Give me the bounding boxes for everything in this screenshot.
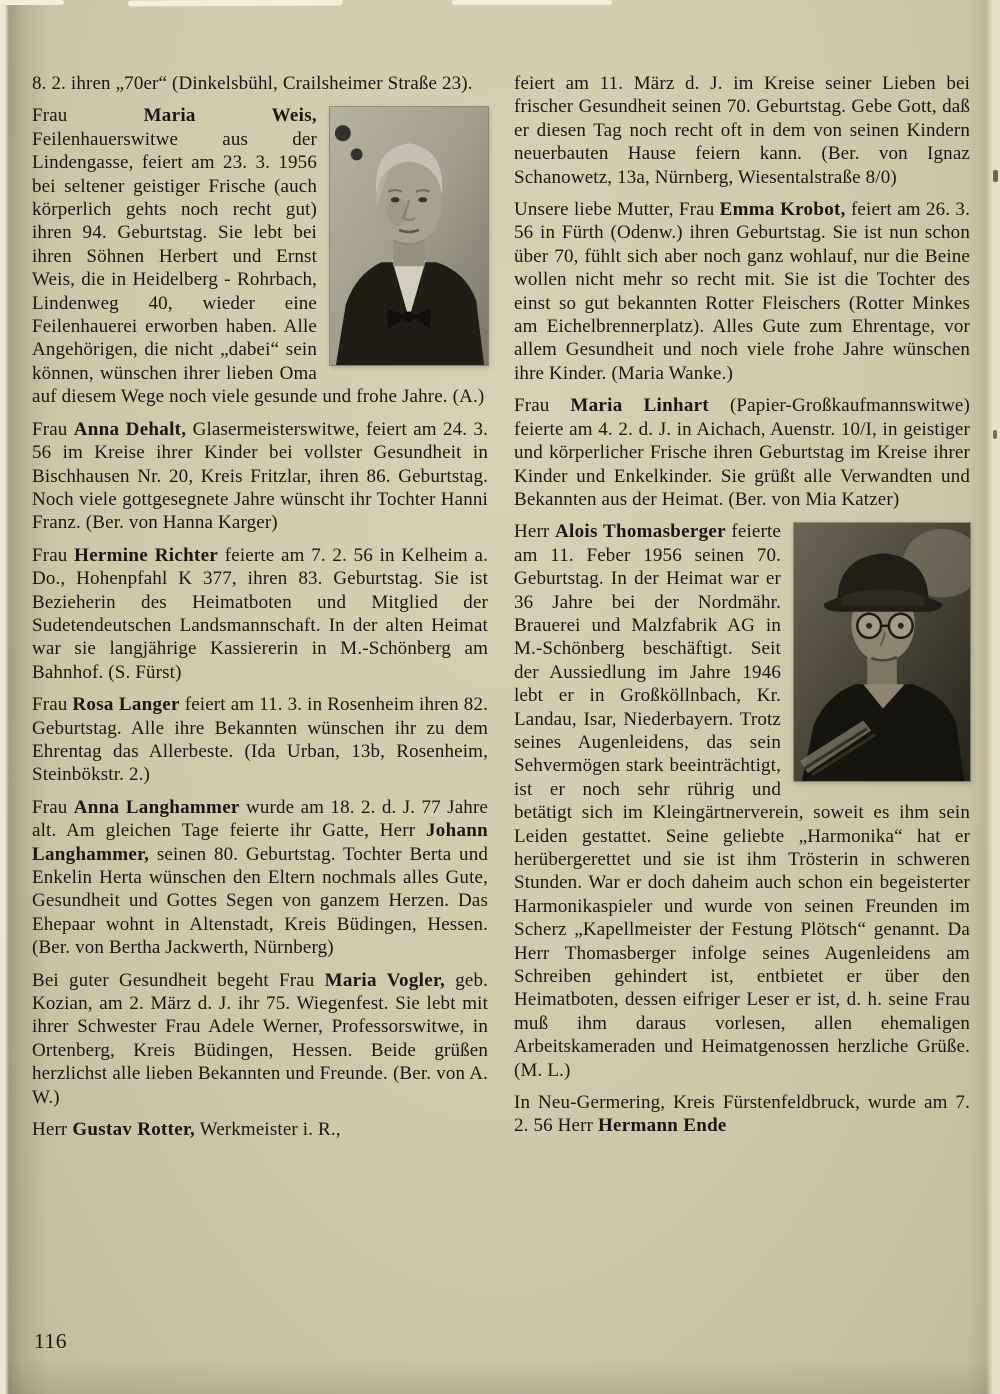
entry-langhammer — [32, 796, 488, 960]
entry-text — [32, 797, 488, 958]
text-run: Frau — [32, 796, 74, 818]
entry-maria-weis — [32, 104, 488, 408]
entry-text — [514, 395, 970, 510]
text-run: Herr — [514, 521, 555, 543]
entry-anna-dehalt — [32, 418, 488, 535]
entry-text — [32, 73, 473, 94]
text-run: feiert am 11. 3. in Rosenheim ihren 82. Geburtstag. Alle ihre Bekannten wünschen ihr zu dem Ehrentag das Allerbeste. (Ida Urban, 13b, Rosenheim, Steinbökstr. 2.) — [32, 694, 488, 786]
text-run: (Papier-Großkaufmannswitwe) feierte am 4. 2. d. J. in Aichach, Auenstr. 10/I, in geistiger und körperlicher Frische ihren Geburtstag im Kreise ihrer Kinder und Enkelkinder. Sie grüßt alle Verwandten und Bekannten aus der Heimat. (Ber. von Mia Katzer) — [514, 395, 970, 510]
text-run: feierte am 11. Feber 1956 seinen 70. Geburtstag. In der Heimat war er 36 Jahre bei der Nordmähr. Brauerei und Malzfabrik AG in M.-Schönberg beschäftigt. Seit der Aussiedlung im Jahre 1946 lebt er in Großköllnbach, Kr. Landau, Isar, Niederbayern. Trotz seines Augenleidens, das sein Sehvermögen stark beeinträchtigt, ist er noch sehr rührig und betätigt sich im Kleingärtnerverein, soweit es ihm sein Leiden gestattet. Seine geliebte „Harmonika“ hat er herübergerettet und sie ist ihm Trösterin in schweren Stunden. War er doch daheim auch schon ein begeisterter Harmonikaspieler und wurde von seinen Freunden im Scherz „Kapellmeister der Festung Plötsch“ genannt. Da Herr Thomasberger infolge seines Augenleidens am Schreiben gehindert ist, entbietet er über den Heimatboten, dessen eifriger Leser er ist, d. h. seine Frau muß ihm daraus vorlesen, allen ehemaligen Arbeitskameraden und Heimatgenossen herzliche Grüße. (M. L.) — [514, 521, 970, 1081]
person-name: Anna Langhammer — [73, 796, 240, 818]
person-name: Johann Langhammer, — [32, 820, 488, 865]
text-run: feierte am 7. 2. 56 in Kelheim a. Do., Hohenpfahl K 377, ihren 83. Geburtstag. Sie ist Bezieherin des Heimatboten und Mitglied der Sudetendeutschen Landsmannschaft. In der alten Heimat war sie langjährige Kassiererin in M.-Schönberg am Bahnhof. (S. Fürst) — [32, 544, 489, 683]
person-name: Hermann Ende — [597, 1115, 727, 1137]
person-name: Alois Thomasberger — [554, 521, 726, 543]
photo-alois-thomasberger — [794, 523, 970, 781]
person-name: Maria Weis, — [143, 105, 317, 127]
text-run: Frau — [32, 544, 75, 566]
text-run: 8. 2. ihren „70er“ (Dinkelsbühl, Crailsheimer Straße 23). — [32, 73, 473, 94]
left-column — [32, 72, 488, 1150]
text-run: Feilenhauerswitwe aus der Lindengasse, feiert am 23. 3. 1956 bei seltener geistiger Frische (auch körperlich gehts noch recht gut) ihren 94. Geburtstag. Sie lebt bei ihren Söhnen Herbert und Ernst Weis, die in Heidelberg - Rohrbach, Lindenweg 40, wieder eine Feilenhauerei erworben haben. Alle Angehörigen, die nicht „dabei“ sein können, wünschen ihrer lieben Oma auf diesem Wege noch viele gesunde und frohe Jahre. (A.) — [32, 128, 485, 408]
text-run: Frau — [32, 694, 73, 716]
person-name: Rosa Langer — [72, 694, 180, 716]
text-run: Unsere liebe Mutter, Frau — [514, 199, 720, 221]
entry-hermine-richter — [32, 544, 488, 684]
entry-text — [514, 1092, 970, 1136]
entry-continuation-dinkelsbuehl — [32, 72, 488, 95]
entry-text — [32, 545, 488, 683]
text-run: In Neu-Germering, Kreis Fürstenfeldbruck, wurde am 7. 2. 56 Herr — [514, 1092, 970, 1137]
two-column-layout — [32, 72, 970, 1150]
text-run: geb. Kozian, am 2. März d. J. ihr 75. Wiegenfest. Sie lebt mit ihrer Schwester Frau Adele Werner, Professorswitwe, in Ortenberg, Kreis Büdingen, Hessen. Beide grüßen herzlichst alle lieben Bekannten und Freunde. (Ber. von A. W.) — [32, 969, 488, 1108]
person-name: Hermine Richter — [74, 544, 219, 566]
person-name: Anna Dehalt, — [73, 418, 187, 440]
text-run: Frau — [32, 105, 144, 127]
text-run: feiert am 26. 3. 56 in Fürth (Odenw.) ihren Geburtstag. Sie ist nun schon über 70, fühlt sich aber noch ganz wohlauf, nur die Beine wollen nicht mehr so recht mit. Sie ist die Tochter des einst so gut bekannten Rotter Fleischers (Rotter Minkes am Eichelbrennerplatz). Alles Gute zum Ehrentage, vor allem Gesundheit und noch viele frohe Jahre wünschen ihre Kinder. (Maria Wanke.) — [514, 199, 970, 384]
person-name: Maria Linhart — [570, 395, 710, 417]
right-column — [514, 72, 970, 1150]
entry-emma-krobot — [514, 198, 970, 385]
person-name: Emma Krobot, — [719, 199, 846, 221]
entry-gustav-rotter-continuation — [514, 72, 970, 189]
text-run: Bei guter Gesundheit begeht Frau — [32, 969, 325, 991]
text-run: Werkmeister i. R., — [195, 1119, 341, 1141]
entry-text — [32, 694, 488, 785]
text-run: Frau — [514, 395, 571, 417]
entry-maria-vogler — [32, 969, 488, 1109]
person-name: Gustav Rotter, — [72, 1119, 196, 1141]
entry-text — [32, 419, 488, 534]
person-name: Maria Vogler, — [324, 969, 446, 991]
text-run: Frau — [32, 418, 74, 440]
entry-text — [514, 73, 970, 188]
entry-hermann-ende-start — [514, 1091, 970, 1138]
entry-text — [32, 1119, 341, 1140]
entry-alois-thomasberger — [514, 520, 970, 1082]
entry-text — [32, 970, 488, 1108]
entry-maria-linhart — [514, 394, 970, 511]
text-run: Herr — [32, 1119, 73, 1141]
text-run: Glasermeisterswitwe, feiert am 24. 3. 56 im Kreise ihrer Kinder bei vollster Gesundheit in Bischhausen Nr. 20, Kreis Fritzlar, ihren 86. Geburtstag. Noch viele gottgesegnete Jahre wünscht ihr Tochter Hanni Franz. (Ber. von Hanna Karger) — [32, 418, 488, 534]
text-run: seinen 80. Geburtstag. Tochter Berta und Enkelin Herta wünschen den Eltern nochmals alles Gute, Gesundheit und Gottes Segen von ganzem Herzen. Das Ehepaar wohnt in Altenstadt, Kreis Büdingen, Hessen. (Ber. von Bertha Jackwerth, Nürnberg) — [32, 843, 488, 959]
page-number: 116 — [34, 1329, 67, 1353]
text-run: wurde am 18. 2. d. J. 77 Jahre alt. Am gleichen Tage feierte ihr Gatte, Herr — [32, 796, 489, 842]
photo-maria-weis — [330, 107, 488, 365]
entry-text — [514, 199, 970, 384]
text-run: feiert am 11. März d. J. im Kreise seiner Lieben bei frischer Gesundheit seinen 70. Geburtstag. Gebe Gott, daß er diesen Tag noch recht oft in dem von seinen Kindern neuerbauten Hause feiern kann. (Ber. von Ignaz Schanowetz, 13a, Nürnberg, Wiesentalstraße 8/0) — [514, 73, 970, 188]
entry-gustav-rotter-start — [32, 1118, 488, 1141]
entry-rosa-langer — [32, 693, 488, 787]
